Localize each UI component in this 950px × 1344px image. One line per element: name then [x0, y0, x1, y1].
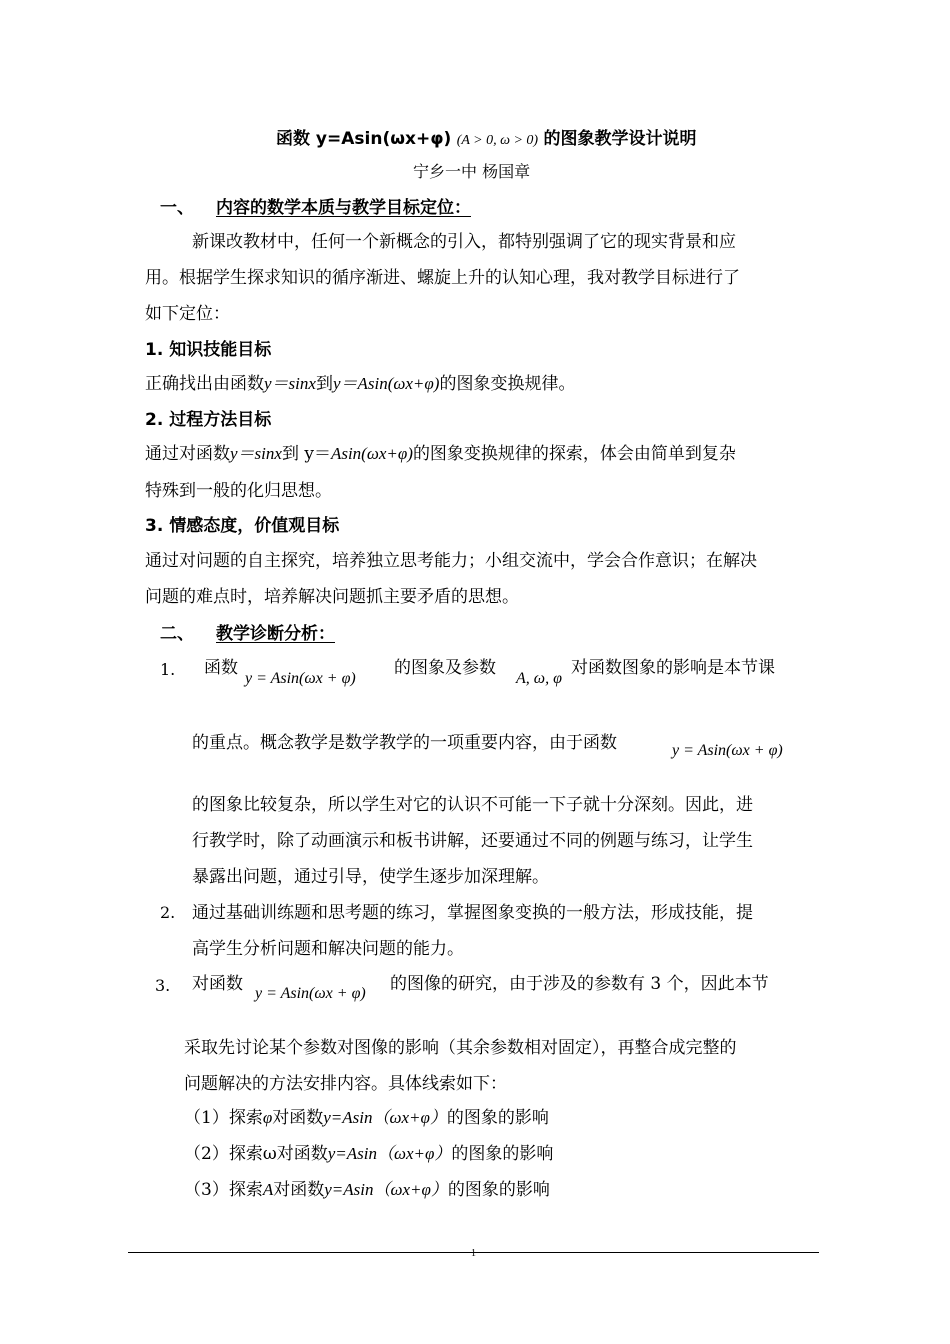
clue-2: [184, 1144, 553, 1164]
title-suffix: 的图象教学设计说明: [543, 129, 697, 149]
section1-heading: 内容的数学本质与教学目标定位：: [216, 198, 471, 218]
page-title: [276, 124, 697, 149]
clue-2-sym: ω: [262, 1144, 277, 1164]
item1-number: 1.: [160, 660, 176, 679]
goal2-formula-b: Asin(ωx+φ): [330, 444, 413, 463]
goal1-text: [145, 374, 575, 394]
item1-text-c: 对函数图象的影响是本节课: [571, 658, 775, 678]
clue-2-mid: 对函数: [276, 1144, 328, 1164]
title-condition: (A > 0, ω > 0): [456, 133, 539, 148]
clue-3-formula: y=Asin（ωx+φ）: [324, 1180, 448, 1199]
goal3-line2: 问题的难点时，培养解决问题抓主要矛盾的思想。: [145, 587, 519, 607]
item3-text-a: 对函数: [192, 974, 243, 994]
section2-number: 二、: [160, 624, 194, 644]
goal2-formula-a: y＝sinx: [230, 444, 282, 463]
item1-params: A, ω, φ: [516, 670, 562, 687]
item1-line5: 暴露出问题，通过引导，使学生逐步加深理解。: [192, 867, 549, 887]
section1-intro-line3: 如下定位：: [145, 304, 230, 324]
item3-formula: y = Asin(ωx + φ): [255, 985, 366, 1002]
goal1-formula-b: y＝Asin(ωx+φ): [332, 374, 440, 393]
clue-3: [184, 1180, 550, 1200]
item1-line4: 行教学时，除了动画演示和板书讲解，还要通过不同的例题与练习，让学生: [192, 831, 753, 851]
clue-3-post: 的图象的影响: [447, 1180, 550, 1200]
item1-text-a: 函数: [204, 658, 238, 678]
item1-line2: 的重点。概念教学是数学教学的一项重要内容，由于函数: [192, 733, 617, 753]
goal2-text-b: 到 y＝: [281, 444, 331, 464]
item2-number: 2.: [160, 903, 176, 922]
goal1-text-a: 正确找出由函数: [145, 374, 264, 394]
title-prefix: 函数 y=Asin(ωx+φ): [276, 129, 452, 149]
clue-1-post: 的图象的影响: [446, 1108, 549, 1128]
goal3-line1: 通过对问题的自主探究，培养独立思考能力；小组交流中，学会合作意识；在解决: [145, 551, 757, 571]
page-number: 1: [471, 1248, 476, 1259]
item1-text-b: 的图象及参数: [394, 658, 496, 678]
item2-line2: 高学生分析问题和解决问题的能力。: [192, 939, 464, 959]
goal1-formula-a: y＝sinx: [264, 374, 316, 393]
author-line: 宁乡一中 杨国章: [413, 162, 531, 181]
item3-line2: 采取先讨论某个参数对图像的影响（其余参数相对固定），再整合成完整的: [184, 1038, 737, 1058]
clue-2-post: 的图象的影响: [451, 1144, 554, 1164]
section1-intro-line2: 用。根据学生探求知识的循序渐进、螺旋上升的认知心理，我对教学目标进行了: [145, 268, 740, 288]
clue-2-formula: y=Asin（ωx+φ）: [327, 1144, 452, 1163]
item1-formula-2: y = Asin(ωx + φ): [672, 742, 783, 759]
item3-number: 3.: [155, 976, 171, 995]
section1-intro-line1: 新课改教材中，任何一个新概念的引入，都特别强调了它的现实背景和应: [192, 232, 736, 252]
clue-1-sym: φ: [262, 1108, 273, 1127]
item1-line3: 的图象比较复杂，所以学生对它的认识不可能一下子就十分深刻。因此，进: [192, 795, 753, 815]
clue-3-sym: A: [262, 1180, 274, 1199]
section1-number: 一、: [160, 198, 194, 218]
goal3-heading: 3. 情感态度，价值观目标: [145, 516, 340, 536]
clue-1-formula: y=Asin（ωx+φ）: [323, 1108, 447, 1127]
clue-2-pre: （2）探索: [184, 1144, 263, 1164]
clue-1-pre: （1）探索: [184, 1108, 263, 1128]
goal1-text-b: 到: [315, 374, 333, 394]
goal1-text-c: 的图象变换规律。: [439, 374, 576, 394]
item2-line1: 通过基础训练题和思考题的练习，掌握图象变换的一般方法，形成技能，提: [192, 903, 753, 923]
item1-formula: y = Asin(ωx + φ): [245, 670, 356, 687]
goal2-text-c: 的图象变换规律的探索，体会由简单到复杂: [412, 444, 736, 464]
clue-3-pre: （3）探索: [184, 1180, 263, 1200]
goal2-line2: 特殊到一般的化归思想。: [145, 481, 332, 501]
section2-heading: 教学诊断分析：: [216, 624, 335, 644]
goal2-text-a: 通过对函数: [145, 444, 230, 464]
clue-3-mid: 对函数: [273, 1180, 325, 1200]
clue-1: [184, 1108, 549, 1128]
item3-line3: 问题解决的方法安排内容。具体线索如下：: [184, 1074, 507, 1094]
clue-1-mid: 对函数: [272, 1108, 324, 1128]
goal2-heading: 2. 过程方法目标: [145, 410, 272, 430]
item3-text-b: 的图像的研究，由于涉及的参数有 3 个，因此本节: [390, 974, 769, 994]
goal2-text: [145, 444, 736, 464]
goal1-heading: 1. 知识技能目标: [145, 340, 272, 360]
